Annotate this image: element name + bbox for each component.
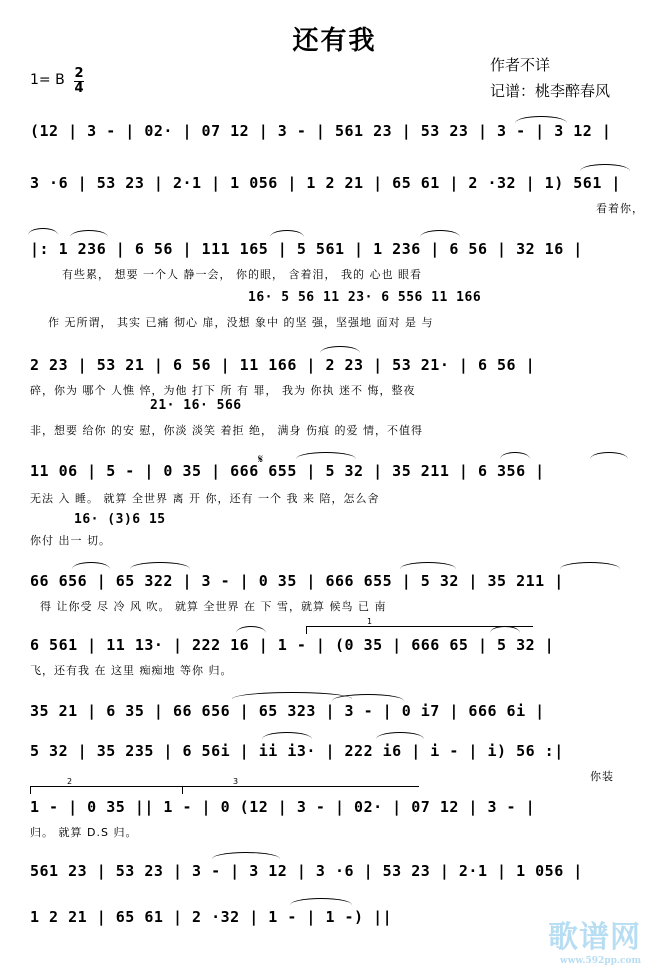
notation-row: 3 ·6 | 53 23 | 2·1 | 1 056 | 1 2 21 | 65 61 | 2 ·32 | 1) 561 | [30,174,621,192]
slur [262,732,312,739]
alternate-notation: 21· 16· 566 [150,398,242,413]
volta-bracket [182,777,419,794]
lyric-line-alt: 非，想要 给你 的安 慰，你淡 淡笑 着拒 绝， 满身 伤痕 的爱 情，不值得 [30,424,423,437]
notation-row: 35 21 | 6 35 | 66 656 | 65 323 | 3 - | 0 i7 | 666 6i | [30,702,545,720]
slur [490,626,520,633]
key-signature: 1= B [30,72,65,88]
slur [376,732,424,739]
site-watermark [548,912,641,966]
lyric-line-alt: 你付 出一 切。 [30,534,111,547]
slur [332,694,404,701]
time-signature [74,68,84,95]
notation-row: 6 561 | 11 13· | 222 16 | 1 - | (0 35 | 666 65 | 5 32 | [30,636,555,654]
slur [590,452,628,459]
slur [580,164,630,171]
volta-label: 1 [367,617,373,626]
lyric-line: 有些累， 想要 一个人 静一会， 你的眼， 含着泪， 我的 心也 眼看 [62,268,422,281]
slur [130,562,190,569]
volta-label: 3 [233,777,239,786]
time-signature-top: 2 [74,66,84,81]
notation-row: 66 656 | 65 322 | 3 - | 0 35 | 666 655 | 5 32 | 35 211 | [30,572,564,590]
transcriber: 记谱：桃李醉春风 [490,82,611,100]
slur [420,230,460,237]
slur [296,452,356,459]
watermark-url: www.592pp.com [560,956,641,966]
lyric-line-alt: 作 无所谓， 其实 已痛 彻心 扉，没想 象中 的坚 强，坚强地 面对 是 与 [48,316,434,329]
notation-row: 11 06 | 5 - | 0 35 | 666 655 | 5 32 | 35 211 | 6 356 | [30,462,545,480]
slur [72,562,110,569]
volta-label: 2 [67,777,73,786]
lyric-line: 看着你， [596,202,644,215]
slur [28,228,58,235]
alternate-notation: 16· 5 56 11 23· 6 556 11 166 [248,290,482,305]
segno-sign: 𝄋 [258,452,264,466]
slur [515,116,567,123]
lyric-line: 无法 入 睡。 就算 全世界 离 开 你，还有 一个 我 来 陪，怎么舍 [30,492,380,505]
volta-bracket [30,777,201,794]
song-title: 还有我 [292,26,377,56]
time-signature-bottom: 4 [74,81,84,96]
slur [560,562,620,569]
slur [320,346,360,353]
notation-row: 1 - | 0 35 || 1 - | 0 (12 | 3 - | 02· | 07 12 | 3 - | [30,798,536,816]
slur [500,452,530,459]
lyric-line: 飞，还有我 在 这里 痴痴地 等你 归。 [30,664,233,677]
slur [290,898,352,905]
slur [70,230,108,237]
notation-row: 5 32 | 35 235 | 6 56i | ii i3· | 222 i6 | i - | i) 56 :| [30,742,564,760]
lyric-line: 碎，你为 哪个 人憔 悴，为他 打下 所 有 罪， 我为 你执 迷不 悔，整夜 [30,384,416,397]
lyric-line: 得 让你受 尽 冷 风 吹。 就算 全世界 在 下 雪，就算 候鸟 已 南 [40,600,387,613]
notation-row: 1 2 21 | 65 61 | 2 ·32 | 1 - | 1 -) || [30,908,393,926]
watermark-text: 歌谱网 [548,920,641,955]
lyric-line: 归。 就算 D.S 归。 [30,826,138,839]
alternate-notation: 16· (3)6 15 [74,512,166,527]
slur [400,562,456,569]
notation-row: 2 23 | 53 21 | 6 56 | 11 166 | 2 23 | 53 21· | 6 56 | [30,356,536,374]
slur [236,626,266,633]
slur [212,852,280,859]
notation-row: (12 | 3 - | 02· | 07 12 | 3 - | 561 23 | 53 23 | 3 - | 3 12 | [30,122,612,140]
notation-row: |: 1 236 | 6 56 | 111 165 | 5 561 | 1 236 | 6 56 | 32 16 | [30,240,583,258]
slur [270,230,304,237]
notation-row: 561 23 | 53 23 | 3 - | 3 12 | 3 ·6 | 53 23 | 2·1 | 1 056 | [30,862,583,880]
lyric-line: 你装 [590,770,614,783]
composer: 作者不详 [490,56,551,74]
